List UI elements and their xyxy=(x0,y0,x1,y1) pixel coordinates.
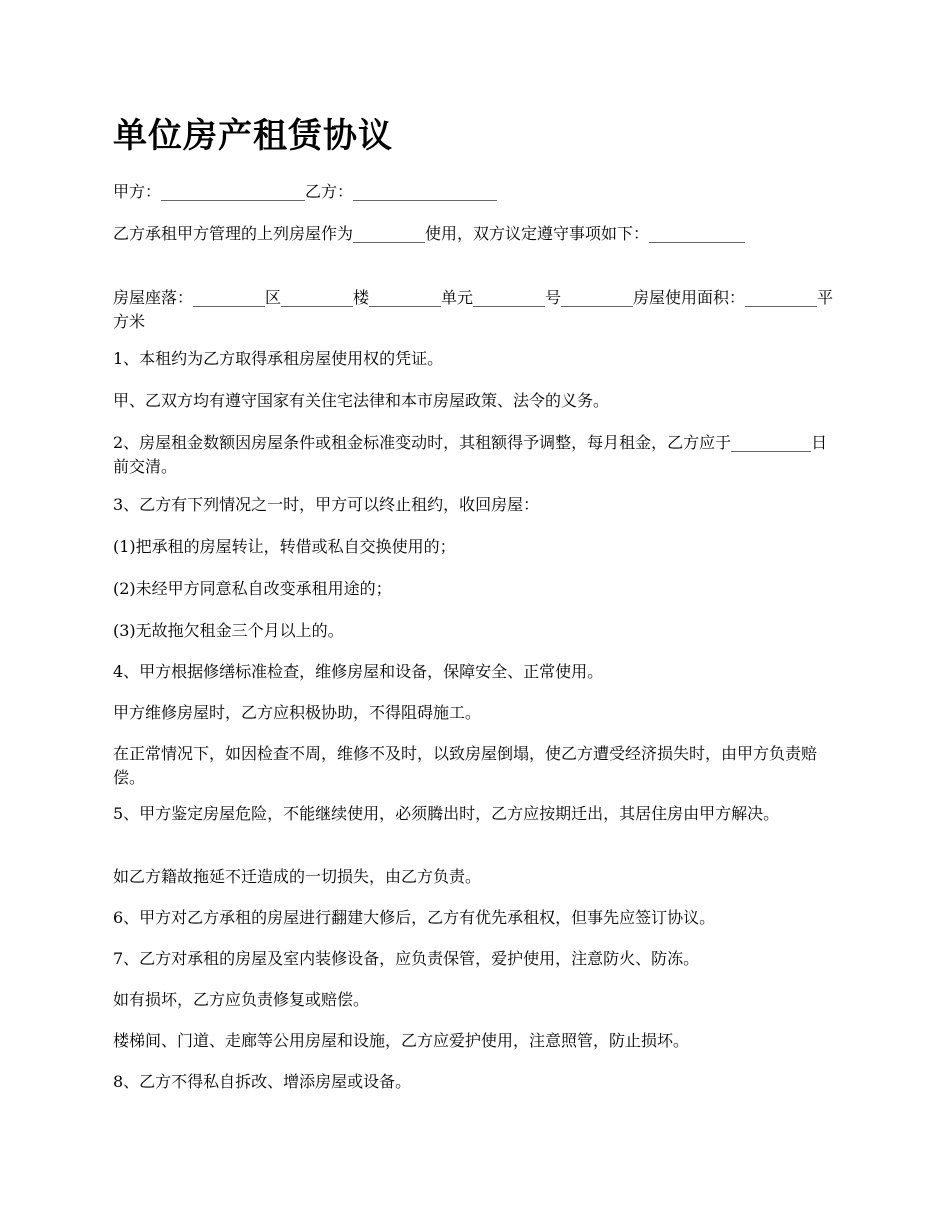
clause-3-item-2: (2)未经甲方同意私自改变承租用途的； xyxy=(113,579,392,598)
clause-3-item-3: (3)无故拖欠租金三个月以上的。 xyxy=(113,621,344,640)
usage-agreement: 乙方承租甲方管理的上列房屋作为_________使用，双方议定遵守事项如下：____________ xyxy=(113,224,746,243)
document-title: 单位房产租赁协议 xyxy=(113,116,393,156)
clause-1-note: 甲、乙双方均有遵守国家有关住宅法律和本市房屋政策、法令的义务。 xyxy=(113,391,610,410)
clause-7: 7、乙方对承租的房屋及室内装修设备，应负责保管，爱护使用，注意防火、防冻。 xyxy=(113,949,700,968)
clause-8: 8、乙方不得私自拆改、增添房屋或设备。 xyxy=(113,1072,412,1091)
clause-5-note: 如乙方籍故拖延不迁造成的一切损失，由乙方负责。 xyxy=(113,867,482,886)
clause-5: 5、甲方鉴定房屋危险，不能继续使用，必须腾出时，乙方应按期迁出，其居住房由甲方解决。 xyxy=(113,804,780,823)
clause-4-note-1: 甲方维修房屋时，乙方应积极协助，不得阻碍施工。 xyxy=(113,703,482,722)
clause-1: 1、本租约为乙方取得承租房屋使用权的凭证。 xyxy=(113,349,444,368)
clause-6: 6、甲方对乙方承租的房屋进行翻建大修后，乙方有优先承租权，但事先应签订协议。 xyxy=(113,908,716,927)
clause-3-item-1: (1)把承租的房屋转让，转借或私自交换使用的； xyxy=(113,537,456,556)
clause-4: 4、甲方根据修缮标准检查，维修房屋和设备，保障安全、正常使用。 xyxy=(113,662,604,681)
clause-7-note-2: 楼梯间、门道、走廊等公用房屋和设施，乙方应爱护使用，注意照管，防止损坏。 xyxy=(113,1031,690,1050)
clause-7-note-1: 如有损坏，乙方应负责修复或赔偿。 xyxy=(113,990,370,1009)
clause-2: 2、房屋租金数额因房屋条件或租金标准变动时，其租额得予调整，每月租金，乙方应于__________日前交清。 xyxy=(113,433,828,476)
clause-4-note-2: 在正常情况下，如因检查不周，维修不及时，以致房屋倒塌，使乙方遭受经济损失时，由甲方负责赔偿。 xyxy=(113,744,818,787)
property-location: 房屋座落：_________区_________楼_________单元_________号_________房屋使用面积：_________平方米 xyxy=(113,288,834,331)
party-line: 甲方：__________________乙方：__________________ xyxy=(113,182,498,201)
clause-3: 3、乙方有下列情况之一时，甲方可以终止租约，收回房屋： xyxy=(113,495,540,514)
